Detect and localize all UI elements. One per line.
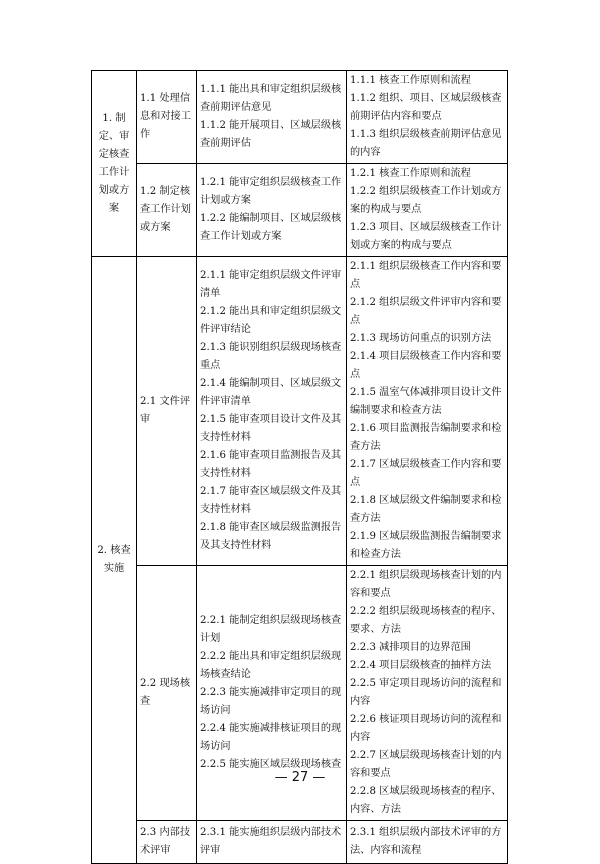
cell-line: 2.2.4 能实施减排核证项目的现场访问 <box>200 723 342 752</box>
cell-line: 2.2.6 核证项目现场访问的流程和内容 <box>350 714 502 743</box>
competency-table <box>91 70 508 864</box>
cell-line: 2.1.9 区域层级监测报告编制要求和检查方法 <box>350 531 502 560</box>
abilities-cell <box>197 257 347 566</box>
cell-line: 2.2.3 能实施减排审定项目的现场访问 <box>200 687 342 716</box>
page-number: — 27 — <box>274 770 326 785</box>
table-row <box>92 821 508 864</box>
cell-line: 1.1.2 组织、项目、区域层级核查前期评估内容和要点 <box>350 93 502 122</box>
cell-line: 2.1.5 能审查项目设计文件及其支持性材料 <box>200 414 342 443</box>
cell-line: 1.2.1 能审定组织层级核查工作计划或方案 <box>200 177 342 206</box>
knowledge-cell <box>347 164 508 257</box>
cell-line: 2.1.1 能审定组织层级文件评审清单 <box>200 270 342 299</box>
knowledge-cell <box>347 257 508 566</box>
cell-line: 2.2.7 区域层级现场核查计划的内容和要点 <box>350 750 502 779</box>
cell-line: 2.1.4 能编制项目、区域层级文件评审清单 <box>200 378 342 407</box>
cell-line: 2.1.2 组织层级文件评审内容和要点 <box>350 297 502 326</box>
unit-cell: 2.2 现场核查 <box>137 566 197 821</box>
cell-line: 2.1.2 能出具和审定组织层级文件评审结论 <box>200 306 342 335</box>
unit-cell: 1.2 制定核查工作计划或方案 <box>137 164 197 257</box>
table-row <box>92 257 508 566</box>
cell-line: 2.2.5 审定项目现场访问的流程和内容 <box>350 678 502 707</box>
cell-line: 2.1.8 能审查区域层级监测报告及其支持性材料 <box>200 522 342 551</box>
unit-cell: 1.1 处理信息和对接工作 <box>137 71 197 164</box>
cell-line: 2.2.8 区域层级现场核查的程序、内容、方法 <box>350 786 502 815</box>
cell-line: 1.1.1 核查工作原则和流程 <box>350 75 471 86</box>
unit-cell: 2.1 文件评审 <box>137 257 197 566</box>
abilities-cell <box>197 71 347 164</box>
knowledge-cell <box>347 821 508 864</box>
abilities-cell <box>197 821 347 864</box>
cell-line: 2.1.3 能识别组织层级现场核查重点 <box>200 342 342 371</box>
cell-line: 2.1.7 区域层级核查工作内容和要点 <box>350 459 502 488</box>
cell-line: 2.1.8 区域层级文件编制要求和检查方法 <box>350 495 502 524</box>
cell-line: 2.2.1 组织层级现场核查计划的内容和要点 <box>350 570 502 599</box>
cell-line: 1.2.2 能编制项目、区域层级核查工作计划或方案 <box>200 213 342 242</box>
cell-line: 1.2.3 项目、区域层级核查工作计划或方案的构成与要点 <box>350 222 502 251</box>
module-cell: 2. 核查实施 <box>92 257 137 864</box>
abilities-cell <box>197 164 347 257</box>
cell-line: 2.2.2 组织层级现场核查的程序、要求、方法 <box>350 606 502 635</box>
table-row <box>92 71 508 164</box>
knowledge-cell <box>347 71 508 164</box>
cell-line: 2.1.7 能审查区域层级文件及其支持性材料 <box>200 486 342 515</box>
cell-line: 2.1.1 组织层级核查工作内容和要点 <box>350 261 502 290</box>
cell-line: 1.2.1 核查工作原则和流程 <box>350 168 471 179</box>
cell-line: 2.2.4 项目层级核查的抽样方法 <box>350 660 492 671</box>
cell-line: 2.2.1 能制定组织层级现场核查计划 <box>200 615 342 644</box>
cell-line: 1.2.2 组织层级核查工作计划或方案的构成与要点 <box>350 186 502 215</box>
cell-line: 2.1.5 温室气体减排项目设计文件编制要求和检查方法 <box>350 387 502 416</box>
cell-line: 2.1.4 项目层级核查工作内容和要点 <box>350 351 502 380</box>
cell-line: 1.1.3 组织层级核查前期评估意见的内容 <box>350 129 502 158</box>
cell-line: 2.1.6 能审查项目监测报告及其支持性材料 <box>200 450 342 479</box>
cell-line: 2.1.6 项目监测报告编制要求和检查方法 <box>350 423 502 452</box>
cell-line: 1.1.1 能出具和审定组织层级核查前期评估意见 <box>200 84 342 113</box>
table-row <box>92 164 508 257</box>
cell-line: 2.2.3 减排项目的边界范围 <box>350 642 471 653</box>
cell-line: 1.1.2 能开展项目、区域层级核查前期评估 <box>200 120 342 149</box>
cell-line: 2.2.5 能实施区域层级现场核查 <box>200 759 342 770</box>
cell-line: 2.1.3 现场访问重点的识别方法 <box>350 333 492 344</box>
module-cell: 1. 制定、审定核查工作计划或方案 <box>92 71 137 257</box>
cell-line: 2.2.2 能出具和审定组织层级现场核查结论 <box>200 651 342 680</box>
cell-line: 2.3.1 组织层级内部技术评审的方法、内容和流程 <box>350 827 502 856</box>
cell-line: 2.3.1 能实施组织层级内部技术评审 <box>200 827 342 856</box>
unit-cell: 2.3 内部技术评审 <box>137 821 197 864</box>
